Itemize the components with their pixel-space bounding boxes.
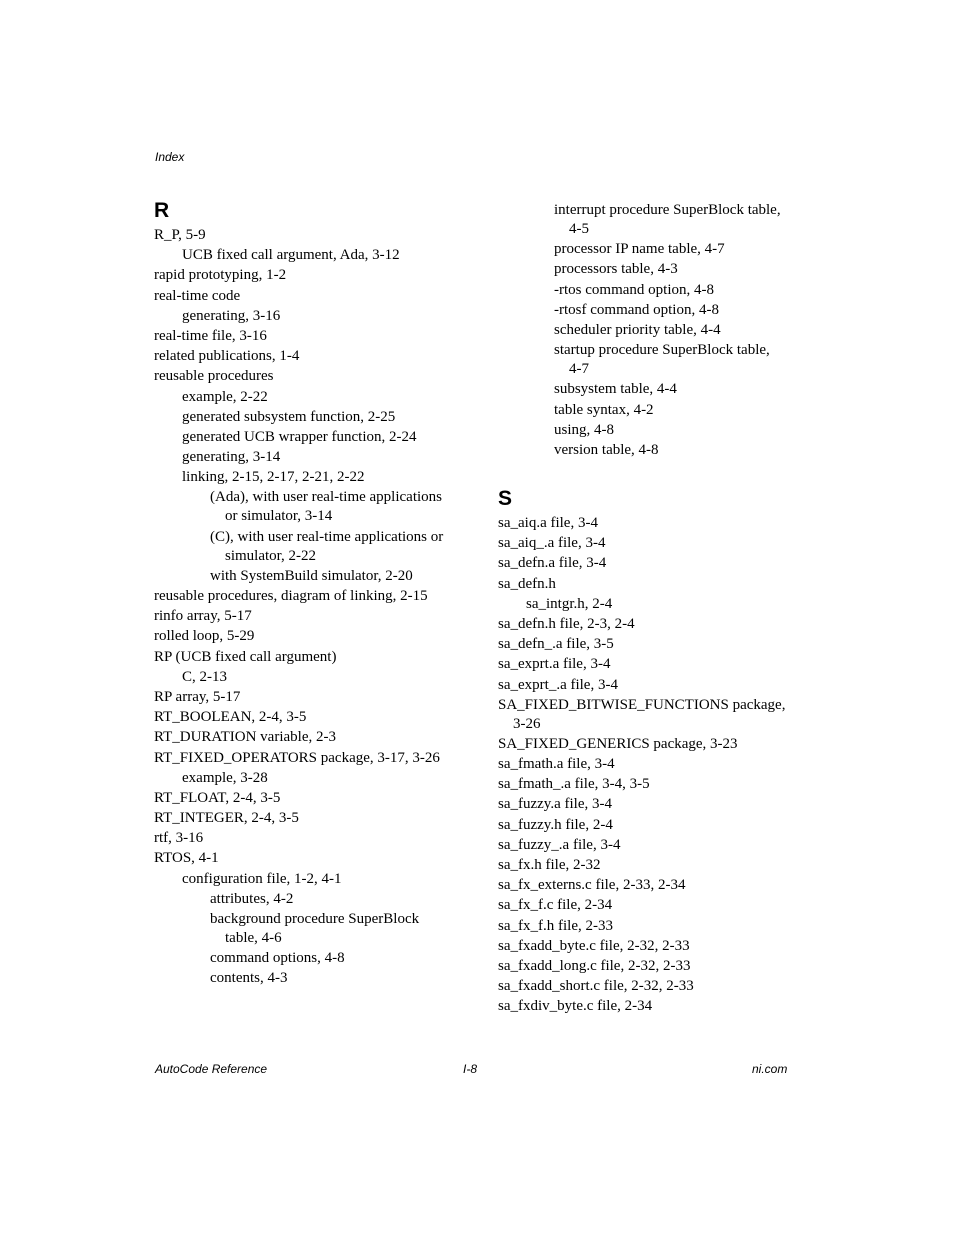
index-entry: startup procedure SuperBlock table, 4-7: [554, 342, 770, 378]
index-entry: sa_defn.h: [498, 575, 556, 592]
index-entry: reusable procedures: [154, 368, 274, 385]
index-entry: sa_fuzzy.a file, 3-4: [498, 796, 612, 813]
index-entry: sa_intgr.h, 2-4: [526, 595, 613, 612]
index-entry: linking, 2-15, 2-17, 2-21, 2-22: [182, 469, 365, 486]
index-entry: RT_DURATION variable, 2-3: [154, 729, 336, 746]
index-entry: reusable procedures, diagram of linking, 2-15: [154, 588, 428, 604]
index-entry: RTOS, 4-1: [154, 850, 219, 867]
index-entry: UCB fixed call argument, Ada, 3-12: [182, 247, 400, 264]
index-column-left: [154, 198, 454, 990]
index-entry: sa_aiq_.a file, 3-4: [498, 535, 606, 552]
index-entry: sa_fmath.a file, 3-4: [498, 756, 615, 773]
index-entry: sa_exprt.a file, 3-4: [498, 656, 611, 673]
index-entry: table syntax, 4-2: [554, 401, 654, 418]
index-entry: subsystem table, 4-4: [554, 381, 677, 398]
index-entry: sa_fmath_.a file, 3-4, 3-5: [498, 776, 650, 793]
index-entry: with SystemBuild simulator, 2-20: [210, 567, 413, 584]
index-entry: generating, 3-14: [182, 449, 281, 466]
index-entry: RT_FIXED_OPERATORS package, 3-17, 3-26: [154, 749, 440, 766]
section-letter-r: R: [154, 199, 170, 222]
index-entry: rolled loop, 5-29: [154, 628, 255, 645]
index-entry: generating, 3-16: [182, 307, 281, 324]
index-entry: real-time file, 3-16: [154, 327, 267, 344]
index-entry: sa_fx_externs.c file, 2-33, 2-34: [498, 877, 686, 894]
index-entry: attributes, 4-2: [210, 890, 294, 907]
index-entry: version table, 4-8: [554, 441, 659, 458]
index-entry: RP (UCB fixed call argument): [154, 648, 337, 665]
index-entry: sa_aiq.a file, 3-4: [498, 515, 598, 531]
index-entry: -rtos command option, 4-8: [554, 281, 714, 298]
index-entry: processor IP name table, 4-7: [554, 241, 725, 258]
index-entry: sa_fx_f.c file, 2-34: [498, 897, 613, 914]
index-entry: sa_fuzzy_.a file, 3-4: [498, 836, 621, 853]
index-entry: sa_fuzzy.h file, 2-4: [498, 816, 613, 833]
index-entry: sa_fxadd_long.c file, 2-32, 2-33: [498, 957, 691, 974]
index-entry: generated UCB wrapper function, 2-24: [182, 428, 417, 445]
index-entry: (C), with user real-time applications or simulator, 2-22: [210, 528, 444, 564]
index-entry: sa_defn.h file, 2-3, 2-4: [498, 615, 635, 632]
running-head: Index: [155, 150, 185, 164]
index-entry: background procedure SuperBlock table, 4-6: [210, 911, 420, 946]
index-entry: example, 2-22: [182, 388, 268, 405]
index-entry: SA_FIXED_GENERICS package, 3-23: [498, 735, 738, 752]
index-column-right-bottom: [498, 486, 788, 1018]
index-entry: sa_fxadd_byte.c file, 2-32, 2-33: [498, 937, 690, 954]
index-entry: sa_fx_f.h file, 2-33: [498, 917, 613, 934]
index-entry: sa_fx.h file, 2-32: [498, 857, 601, 873]
footer-link: ni.com: [752, 1062, 788, 1076]
index-entry: related publications, 1-4: [154, 348, 300, 365]
index-entry: command options, 4-8: [210, 950, 345, 967]
index-entry: sa_fxadd_short.c file, 2-32, 2-33: [498, 978, 694, 995]
index-entry: rtf, 3-16: [154, 830, 204, 847]
index-entry: using, 4-8: [554, 421, 614, 438]
index-entry: SA_FIXED_BITWISE_FUNCTIONS package, 3-26: [498, 696, 786, 732]
index-entry: processors table, 4-3: [554, 261, 678, 278]
index-entry: sa_exprt_.a file, 3-4: [498, 676, 618, 693]
index-entry: real-time code: [154, 287, 241, 304]
index-entry: RT_INTEGER, 2-4, 3-5: [154, 810, 299, 827]
index-entry: rapid prototyping, 1-2: [154, 267, 287, 284]
index-entry: R_P, 5-9: [154, 227, 206, 243]
section-letter-s: S: [498, 487, 513, 510]
index-entry: RT_FLOAT, 2-4, 3-5: [154, 789, 281, 806]
index-entry: generated subsystem function, 2-25: [182, 408, 396, 425]
index-entry: configuration file, 1-2, 4-1: [182, 870, 342, 887]
index-entry: sa_defn_.a file, 3-5: [498, 636, 614, 653]
index-entry: example, 3-28: [182, 769, 268, 786]
page-number: I-8: [463, 1062, 478, 1076]
index-entry: interrupt procedure SuperBlock table, 4-5: [554, 202, 781, 237]
footer-title: AutoCode Reference: [155, 1062, 268, 1076]
index-entry: contents, 4-3: [210, 970, 288, 987]
index-entry: C, 2-13: [182, 668, 227, 685]
index-entry: (Ada), with user real-time applications or simulator, 3-14: [210, 489, 443, 525]
index-entry: rinfo array, 5-17: [154, 608, 252, 625]
index-entry: sa_fxdiv_byte.c file, 2-34: [498, 998, 653, 1015]
index-entry: sa_defn.a file, 3-4: [498, 555, 607, 572]
index-column-right-top: [554, 201, 784, 461]
index-entry: RP array, 5-17: [154, 688, 241, 705]
index-entry: scheduler priority table, 4-4: [554, 321, 721, 338]
index-entry: -rtosf command option, 4-8: [554, 301, 719, 318]
index-entry: RT_BOOLEAN, 2-4, 3-5: [154, 709, 307, 726]
